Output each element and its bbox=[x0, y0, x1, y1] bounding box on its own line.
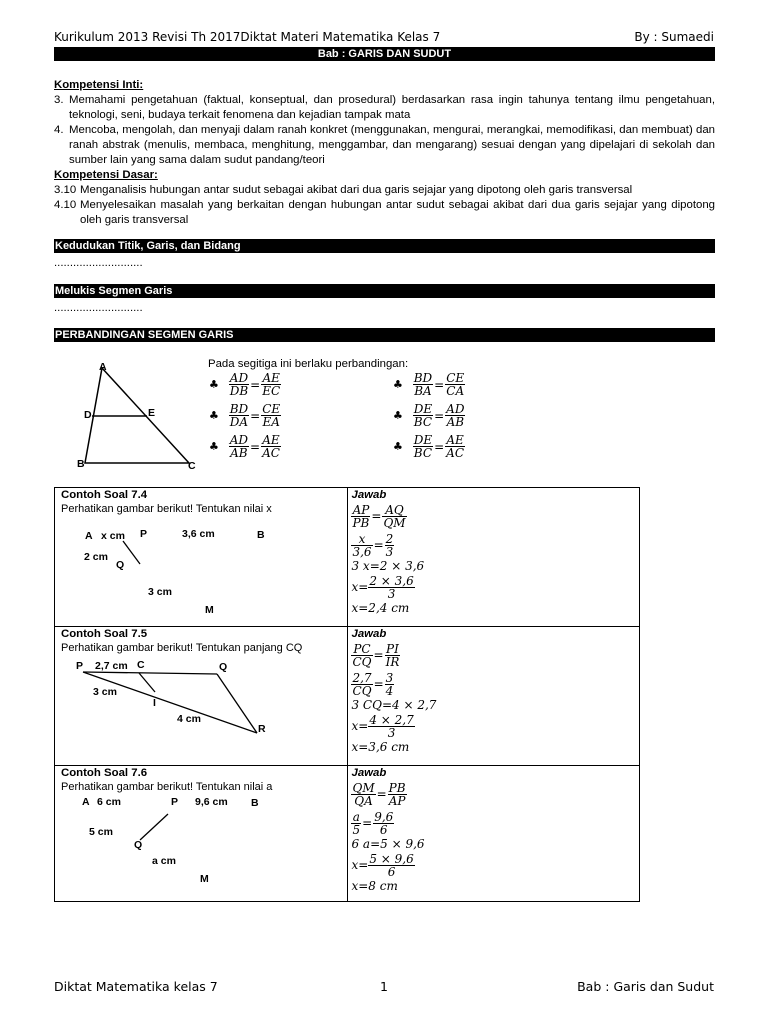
length-pc-label: 2,7 cm bbox=[95, 660, 128, 672]
section-body-kedudukan: ............................ bbox=[54, 257, 143, 269]
frac-den: BA bbox=[414, 384, 432, 398]
question-cell bbox=[55, 627, 348, 766]
frac-den: DB bbox=[229, 384, 249, 398]
solution: Jawab $\frac{PC}{CQ}$ = $\frac{PI}{IR}$ $\frac{2,7}{CQ}$ = $\frac{3}{4}$ 3 CQ=4 × 2,7 x= $\frac{4 \times 2,7}{3}$ x=3,6 cm bbox=[351, 628, 437, 754]
point-a-label: A bbox=[99, 361, 107, 373]
frac-num: 4 × 2,7 bbox=[369, 713, 414, 727]
segment-pr bbox=[83, 672, 257, 733]
length-pb-label: 3,6 cm bbox=[182, 528, 215, 540]
frac-num: BD bbox=[229, 402, 249, 416]
frac-den: 6 bbox=[387, 865, 396, 879]
frac-den: CQ bbox=[352, 655, 372, 669]
frac-num: AD bbox=[229, 371, 249, 385]
frac-num: 9,6 bbox=[374, 810, 394, 824]
kompetensi-inti-title: Kompetensi Inti: bbox=[54, 79, 144, 91]
example-question: Perhatikan gambar berikut! Tentukan nilai a bbox=[61, 781, 273, 793]
ratio-intro: Pada segitiga ini berlaku perbandingan: bbox=[208, 358, 409, 370]
frac-num: AD bbox=[229, 433, 248, 447]
point-q-label: Q bbox=[219, 661, 228, 673]
frac-num: a bbox=[352, 810, 360, 824]
solution: Jawab $\frac{AP}{PB}$ = $\frac{AQ}{QM}$ $\frac{x}{3,6}$ = $\frac{2}{3}$ 3 x=2 × 3,6 x= $\frac{2 \times 3,6}{3}$ x=2,4 cm bbox=[351, 489, 425, 615]
solution-result: x=8 cm bbox=[351, 879, 398, 893]
point-b-label: B bbox=[251, 797, 259, 809]
frac-den: AC bbox=[262, 446, 280, 460]
segment-qr bbox=[217, 674, 257, 733]
frac-num: 2,7 bbox=[352, 671, 372, 685]
section-bar-perbandingan: PERBANDINGAN SEGMEN GARIS bbox=[54, 328, 715, 342]
frac-num: PC bbox=[353, 642, 371, 656]
example-title: Contoh Soal 7.4 bbox=[61, 489, 148, 501]
point-a-label: A bbox=[85, 530, 93, 542]
club-bullet-icon: ♣ bbox=[393, 378, 403, 391]
frac-num: DE bbox=[413, 433, 433, 447]
frac-den: 3 bbox=[387, 726, 396, 740]
answer-title: Jawab bbox=[351, 489, 387, 501]
ratio-row: ♣ $\frac{BD}{BA}$ = $\frac{CE}{CA}$ bbox=[393, 371, 465, 398]
length-qm-label: a cm bbox=[152, 855, 176, 867]
ratio-row: ♣ $\frac{AD}{DB}$ = $\frac{AE}{EC}$ bbox=[209, 371, 281, 398]
frac-num: CE bbox=[262, 402, 281, 416]
header-left: Kurikulum 2013 Revisi Th 2017Diktat Materi Matematika Kelas 7 bbox=[54, 30, 441, 44]
section-bar-kedudukan: Kedudukan Titik, Garis, dan Bidang bbox=[54, 239, 715, 253]
example-question: Perhatikan gambar berikut! Tentukan panjang CQ bbox=[61, 642, 303, 654]
point-q-label: Q bbox=[116, 559, 125, 571]
frac-den: 4 bbox=[385, 684, 394, 698]
footer-left: Diktat Matematika kelas 7 bbox=[54, 979, 218, 994]
segment-pq bbox=[83, 672, 217, 674]
ki-item-text: Memahami pengetahuan (faktual, konseptual, dan prosedural) berdasarkan rasa ingin tahunya tentang ilmu pengetahuan, teknologi, seni, budaya terkait fenomena dan kejadian tampak mata bbox=[69, 94, 715, 121]
frac-den: 3 bbox=[387, 587, 396, 601]
point-m-label: M bbox=[200, 873, 209, 885]
club-bullet-icon: ♣ bbox=[209, 440, 219, 453]
kompetensi-inti bbox=[54, 78, 715, 228]
table-row bbox=[55, 488, 640, 627]
kd-item-num: 3.10 bbox=[54, 184, 77, 196]
ratio-row: ♣ $\frac{DE}{BC}$ = $\frac{AD}{AB}$ bbox=[393, 402, 465, 429]
frac-num: AP bbox=[352, 503, 370, 517]
frac-num: x bbox=[351, 533, 372, 546]
length-pi-label: 3 cm bbox=[93, 686, 117, 698]
kd-item bbox=[54, 183, 715, 198]
frac-den: CQ bbox=[352, 684, 372, 698]
frac-num: AQ bbox=[382, 504, 406, 517]
kd-item-text: Menyelesaikan masalah yang berkaitan dengan hubungan antar sudut sebagai akibat dari dua garis sejajar yang dipotong oleh garis transversal bbox=[80, 199, 715, 226]
answer-title: Jawab bbox=[351, 628, 387, 640]
length-pb-label: 9,6 cm bbox=[195, 796, 228, 808]
frac-num: AE bbox=[262, 371, 280, 385]
question-cell bbox=[55, 766, 348, 902]
frac-num: BD bbox=[413, 371, 433, 385]
ki-item-text: Mencoba, mengolah, dan menyaji dalam ranah konkret (menggunakan, mengurai, merangkai, memodifikasi, dan membuat) dan ranah abstrak (menulis, membaca, menghitung, menggambar, dan mengarang) sesuai dengan yang dipelajari di sekolah dan sumber lain yang sama dalam sudut pandang/teori bbox=[69, 124, 715, 166]
frac-den: QM bbox=[383, 516, 406, 530]
frac-den: BC bbox=[413, 446, 433, 460]
ki-item-num: 4. bbox=[54, 124, 64, 136]
point-a-label: A bbox=[82, 796, 90, 808]
length-qm-label: 3 cm bbox=[148, 586, 172, 598]
kd-item bbox=[54, 198, 715, 228]
segment-ci bbox=[139, 673, 155, 692]
segment-pq bbox=[140, 814, 168, 840]
example-question: Perhatikan gambar berikut! Tentukan nilai x bbox=[61, 503, 272, 515]
solution-lhs: x= bbox=[351, 719, 369, 733]
solution: Jawab $\frac{QM}{QA}$ = $\frac{PB}{AP}$ $\frac{a}{5}$ = $\frac{9,6}{6}$ 6 a=5 × 9,6 x= $\frac{5 \times 9,6}{6}$ x=8 cm bbox=[351, 767, 425, 893]
frac-num: 2 × 3,6 bbox=[369, 574, 414, 588]
ki-item bbox=[54, 93, 715, 123]
club-bullet-icon: ♣ bbox=[393, 440, 403, 453]
point-d-label: D bbox=[84, 409, 92, 421]
point-c-label: C bbox=[137, 659, 145, 671]
point-i-label: I bbox=[153, 697, 156, 709]
chapter-bar: Bab : GARIS DAN SUDUT bbox=[54, 47, 715, 61]
frac-num: AE bbox=[262, 433, 280, 447]
frac-den: AC bbox=[446, 446, 465, 460]
frac-num: 3 bbox=[385, 671, 394, 685]
point-b-label: B bbox=[77, 458, 85, 470]
section-body-melukis: ............................ bbox=[54, 302, 143, 314]
example-title: Contoh Soal 7.6 bbox=[61, 767, 148, 779]
solution-step: 3 x=2 × 3,6 bbox=[351, 559, 425, 573]
club-bullet-icon: ♣ bbox=[209, 409, 219, 422]
frac-den: BC bbox=[413, 415, 433, 429]
section-bar-melukis: Melukis Segmen Garis bbox=[54, 284, 715, 298]
point-r-label: R bbox=[258, 723, 266, 735]
frac-num: PB bbox=[388, 781, 406, 795]
frac-den: CA bbox=[446, 384, 465, 398]
club-bullet-icon: ♣ bbox=[209, 378, 219, 391]
frac-num: AE bbox=[446, 433, 464, 447]
club-bullet-icon: ♣ bbox=[393, 409, 403, 422]
point-p-label: P bbox=[140, 528, 148, 540]
point-c-label: C bbox=[188, 460, 196, 472]
frac-den: 3,6 bbox=[352, 545, 372, 559]
page-number: 1 bbox=[380, 979, 388, 994]
solution-lhs: x= bbox=[351, 580, 369, 594]
frac-den: DA bbox=[229, 415, 249, 429]
ki-item bbox=[54, 123, 715, 168]
point-e-label: E bbox=[148, 407, 156, 419]
frac-den: 5 bbox=[352, 823, 361, 837]
question-cell bbox=[55, 488, 348, 627]
frac-den: QA bbox=[354, 794, 373, 808]
table-row bbox=[55, 766, 640, 902]
examples-table bbox=[54, 487, 640, 902]
point-q-label: Q bbox=[134, 839, 143, 851]
table-row bbox=[55, 627, 640, 766]
solution-result: x=3,6 cm bbox=[351, 740, 410, 754]
frac-num: 2 bbox=[385, 532, 394, 546]
triangle-diagram bbox=[54, 355, 214, 475]
frac-num: DE bbox=[413, 402, 433, 416]
answer-cell bbox=[348, 627, 640, 766]
answer-title: Jawab bbox=[351, 767, 387, 779]
frac-den: IR bbox=[385, 655, 400, 669]
frac-den: EC bbox=[262, 384, 281, 398]
point-m-label: M bbox=[205, 604, 214, 616]
kd-item-num: 4.10 bbox=[54, 199, 77, 211]
frac-num: CE bbox=[446, 371, 465, 385]
frac-den: AB bbox=[446, 415, 465, 429]
frac-num: AD bbox=[446, 402, 465, 416]
solution-step: 6 a=5 × 9,6 bbox=[351, 837, 425, 851]
frac-den: PB bbox=[352, 516, 370, 530]
solution-result: x=2,4 cm bbox=[351, 601, 410, 615]
length-ap-label: x cm bbox=[101, 530, 125, 542]
ratio-row: ♣ $\frac{DE}{BC}$ = $\frac{AE}{AC}$ bbox=[393, 433, 465, 460]
length-aq-label: 5 cm bbox=[89, 826, 113, 838]
length-ap-label: 6 cm bbox=[97, 796, 121, 808]
length-ir-label: 4 cm bbox=[177, 713, 201, 725]
kompetensi-dasar-title: Kompetensi Dasar: bbox=[54, 169, 158, 181]
segment-pq bbox=[123, 541, 140, 564]
frac-den: 6 bbox=[379, 823, 388, 837]
point-b-label: B bbox=[257, 529, 265, 541]
frac-den: AB bbox=[230, 446, 248, 460]
frac-num: PI bbox=[386, 642, 399, 656]
solution-step: 3 CQ=4 × 2,7 bbox=[351, 698, 437, 712]
length-aq-label: 2 cm bbox=[84, 551, 108, 563]
frac-den: AP bbox=[388, 794, 406, 808]
frac-den: EA bbox=[262, 415, 280, 429]
example-title: Contoh Soal 7.5 bbox=[61, 628, 148, 640]
frac-num: 5 × 9,6 bbox=[369, 852, 414, 866]
frac-den: 3 bbox=[385, 545, 394, 559]
kd-item-text: Menganalisis hubungan antar sudut sebagai akibat dari dua garis sejajar yang dipotong oleh garis transversal bbox=[80, 184, 633, 196]
answer-cell bbox=[348, 488, 640, 627]
solution-lhs: x= bbox=[351, 858, 369, 872]
ki-item-num: 3. bbox=[54, 94, 64, 106]
footer-right: Bab : Garis dan Sudut bbox=[577, 979, 714, 994]
answer-cell bbox=[348, 766, 640, 902]
point-p-label: P bbox=[171, 796, 179, 808]
ratio-row: ♣ $\frac{BD}{DA}$ = $\frac{CE}{EA}$ bbox=[209, 402, 281, 429]
frac-num: QM bbox=[352, 781, 375, 795]
ratio-row: ♣ $\frac{AD}{AB}$ = $\frac{AE}{AC}$ bbox=[209, 433, 280, 460]
point-p-label: P bbox=[76, 660, 84, 672]
header-author: By : Sumaedi bbox=[634, 30, 714, 44]
